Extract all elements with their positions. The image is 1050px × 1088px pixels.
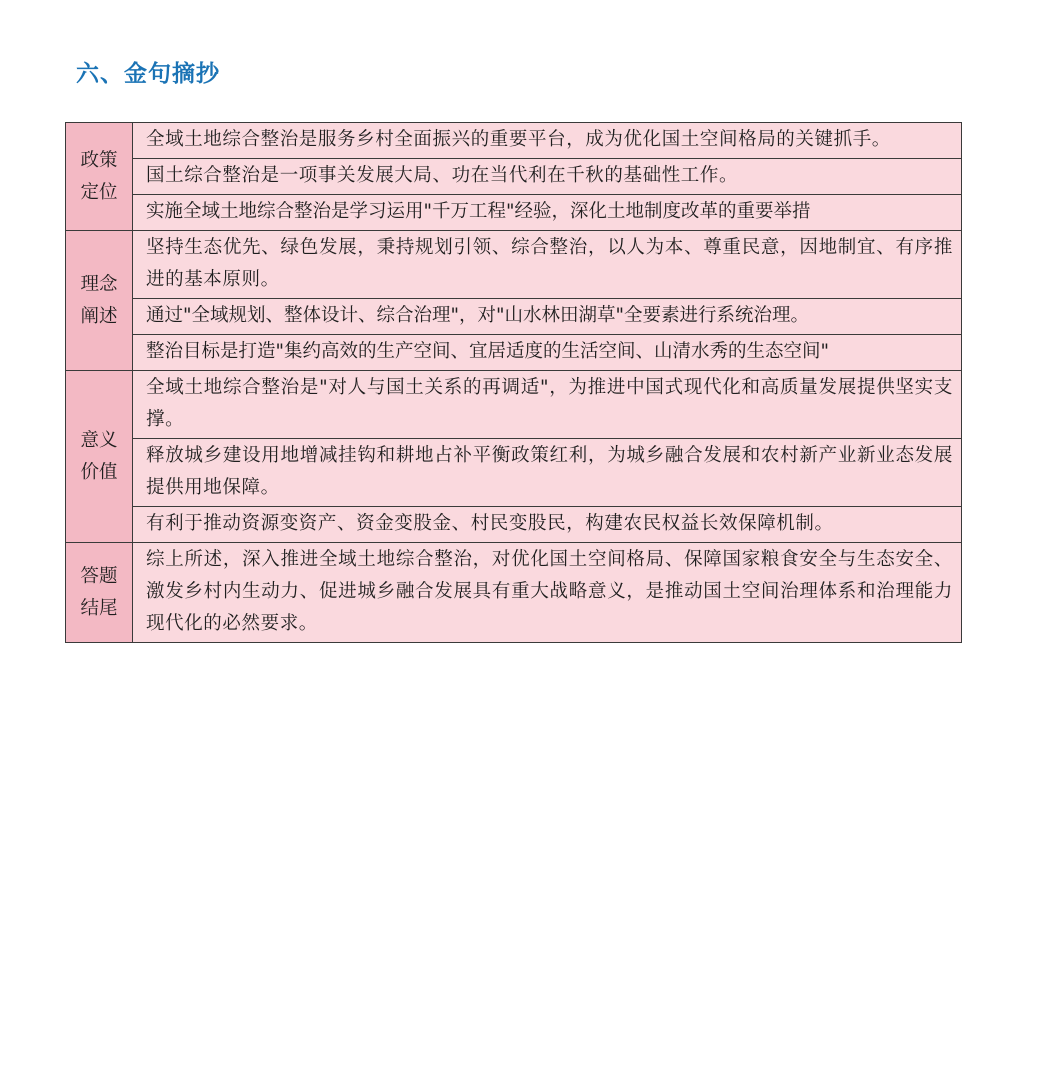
quote-cell: 综上所述，深入推进全域土地综合整治，对优化国土空间格局、保障国家粮食安全与生态安全、激发乡村内生动力、促进城乡融合发展具有重大战略意义，是推动国土空间治理体系和治理能力现代化的必然要求。 xyxy=(133,543,962,643)
quote-cell: 整治目标是打造"集约高效的生产空间、宜居适度的生活空间、山清水秀的生态空间" xyxy=(133,335,962,371)
category-cell xyxy=(66,123,133,231)
quote-cell: 坚持生态优先、绿色发展，秉持规划引领、综合整治，以人为本、尊重民意，因地制宜、有序推进的基本原则。 xyxy=(133,231,962,299)
category-label: 答题结尾 xyxy=(80,565,118,619)
section-title: 六、金句摘抄 xyxy=(76,61,220,87)
category-label: 意义价值 xyxy=(80,429,118,483)
category-cell xyxy=(66,371,133,543)
category-cell xyxy=(66,231,133,371)
quote-cell: 通过"全域规划、整体设计、综合治理"，对"山水林田湖草"全要素进行系统治理。 xyxy=(133,299,962,335)
quote-cell: 有利于推动资源变资产、资金变股金、村民变股民，构建农民权益长效保障机制。 xyxy=(133,507,962,543)
table-row xyxy=(66,371,962,439)
table-row xyxy=(66,195,962,231)
quote-cell: 实施全域土地综合整治是学习运用"千万工程"经验，深化土地制度改革的重要举措 xyxy=(133,195,962,231)
category-label: 政策定位 xyxy=(80,149,118,203)
quote-cell: 国土综合整治是一项事关发展大局、功在当代利在千秋的基础性工作。 xyxy=(133,159,962,195)
table-row xyxy=(66,299,962,335)
category-cell xyxy=(66,543,133,643)
quote-cell: 释放城乡建设用地增减挂钩和耕地占补平衡政策红利，为城乡融合发展和农村新产业新业态发展提供用地保障。 xyxy=(133,439,962,507)
quote-cell: 全域土地综合整治是"对人与国土关系的再调适"，为推进中国式现代化和高质量发展提供坚实支撑。 xyxy=(133,371,962,439)
table-row xyxy=(66,159,962,195)
category-label: 理念阐述 xyxy=(80,273,118,327)
table-row xyxy=(66,123,962,159)
quote-cell: 全域土地综合整治是服务乡村全面振兴的重要平台，成为优化国土空间格局的关键抓手。 xyxy=(133,123,962,159)
table-row xyxy=(66,439,962,507)
table-row xyxy=(66,507,962,543)
quotes-table xyxy=(65,122,962,643)
table-row xyxy=(66,335,962,371)
table-row xyxy=(66,543,962,643)
table-row xyxy=(66,231,962,299)
